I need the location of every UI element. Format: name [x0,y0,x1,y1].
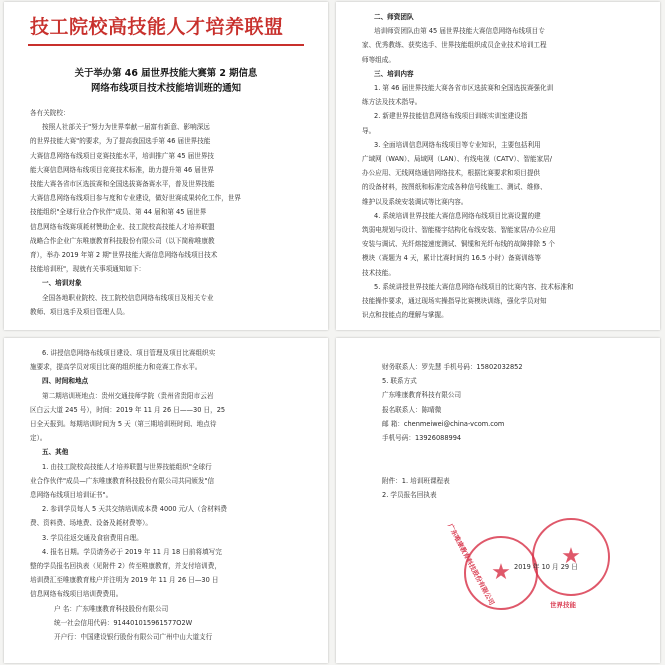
body-line: 培训师资团队由第 45 届世界技能大赛信息网络布线项目专 [374,27,545,36]
alliance-seal-subtext: 世界技能 [550,601,576,609]
body-line: 安装与调试、光纤熔接速度测试、铜缆和光纤布线的故障排除 5 个 [362,240,556,249]
section-1-heading: 一、培训对象 [42,279,82,288]
body-line: 战略合作企业广东唯康教育科技股份有限公司（以下简称唯康教 [30,236,215,245]
page-1-body [30,106,241,319]
body-line: 业合作伙伴"成员—广东唯康教育科技股份有限公司共同颁发"信 [30,476,215,485]
phone-line: 手机号码：13926088994 [382,434,462,443]
email-line: 邮 箱：chenmeiwei@china-vcom.com [382,419,505,428]
body-line: 师等组成。 [362,55,395,64]
finance-contact: 财务联系人：罗先慧 手机号码：15802032852 [382,363,523,371]
registration-contact: 报名联系人：陈晴微 [382,405,442,414]
notice-title-line-1: 关于举办第 46 届世界技能大赛第 2 期信息 [74,68,258,79]
body-line: 6. 讲授信息网络布线项目建设、项目管理及项目比赛组织实 [42,349,216,357]
body-line: 费、资料费、场地费、设备及耗材费等）。 [30,519,152,528]
section-2-heading: 二、师资团队 [374,13,414,21]
document-page-4 [336,338,660,663]
body-line: 技能组织"全球行业合作伙伴"成员、第 44 届和第 45 届世界 [30,208,207,217]
body-line: 4. 系统培训世界技能大赛信息网络布线项目比赛设置的建 [374,211,541,220]
body-line: 5. 系统讲授世界技能大赛信息网络布线项目的比赛内容、技术标准和 [374,282,574,291]
body-line: 维护以及系统安装调试等比赛内容。 [362,197,468,206]
org-banner: 技工院校高技能人才培养联盟 [30,16,284,38]
document-page-3 [4,338,328,663]
alliance-seal-stamp [532,518,610,596]
section-3-heading: 三、培训内容 [374,69,414,78]
body-line: 日全天报到。每期培训时间为 5 天（第三期培训班时间、地点待 [30,420,217,429]
body-line: 导。 [362,126,376,135]
body-line: 信息网络布线项目培训费费用。 [30,590,123,599]
page-3-body [30,346,227,644]
body-line: 信息网络布线赛项耗材赞助企业、技工院校高技能人才培养联盟 [30,222,215,231]
body-line: 第二期培训班地点：贵州交通技师学院（贵州省贵阳市云岩 [42,391,214,400]
body-line: 2. 参训学员每人 5 天共交纳培训成本费 4000 元/人（含材料费 [42,505,228,514]
document-page-1 [4,2,328,330]
body-line: 技能操作要求，通过现场实操指导比赛模块训练，强化学员对知 [362,297,547,306]
body-line: 办公应用、无线网络通信网络技术，根据比赛要求和项目提供 [362,169,541,178]
body-line: 1. 由技工院校高技能人才培养联盟与世界技能组织"全球行 [42,462,212,471]
blank-line [382,459,523,473]
body-line: 能大赛信息网络布线项目竞赛技术标准，助力提升第 46 届世界 [30,165,215,174]
page-4-body [382,360,523,502]
body-line: 整的学员报名回执表（见附件 2）传至唯康教育，并支付培训费， [30,562,221,571]
body-line: 练方法及技术指导。 [362,98,422,107]
body-line: 4. 报名日期。学员请务必于 2019 年 11 月 18 日前将填写完 [42,547,222,556]
body-line: 筑弱电规划与设计、智能楼宇结构化布线安装、智能家居/办公应用 [362,226,556,235]
company-name: 广东唯康教育科技有限公司 [382,391,462,400]
body-line: 模块（赛题为 4 天，累计比赛时间约 16.5 小时）备赛训练等 [362,254,541,263]
star-icon: ★ [561,544,581,569]
credit-code: 统一社会信用代码：914401015961577O2W [54,618,193,627]
body-line: 定）。 [30,434,47,443]
issue-date: 2019 年 10 月 29 日 [514,563,578,571]
contact-heading: 5. 联系方式 [382,377,417,386]
company-seal-text: 广东唯康教育科技股份有限公司 [446,522,496,607]
section-4-heading: 四、时间和地点 [42,377,89,386]
body-line: 培训费汇至唯康教育账户并注明为 2019 年 11 月 26 日—30 日 [30,576,219,585]
body-line: 息网络布线项目培训证书"。 [30,491,113,500]
body-line: 技术技能。 [362,268,395,277]
body-line: 家、优秀教练、获奖选手、世界技能组织成员企业技术培训工程 [362,41,547,50]
body-line: 的设备材料，按图纸和标准完成各种信号线施工、测试、维修、 [362,183,547,192]
body-line: 按照人社部关于"努力为世界奉献一届富有新意、影响深远 [42,123,210,132]
body-line: 施要求，提高学员对项目比赛的组织能力和竞赛工作水平。 [30,363,202,372]
body-line: 育），举办 2019 年第 2 期"世界技能大赛信息网络布线项目技术 [30,251,218,260]
body-line: 区白云大道 245 号），时间：2019 年 11 月 26 日——30 日，25 [30,405,226,414]
attachment-1: 附件：1. 培训班课程表 [382,476,450,485]
salutation: 各有关院校： [30,109,70,117]
body-line: 大赛信息网络布线项目竞赛技能水平，培训推广第 45 届世界技 [30,151,215,160]
body-line: 大赛信息网络布线项目参与度和专业建设，做好世赛成果转化工作，世界 [30,194,241,203]
document-page-2 [336,2,660,330]
account-name: 户 名：广东唯康教育科技股份有限公司 [54,604,169,613]
body-line: 3. 全面培训信息网络布线项目等专业知识，主要包括利用 [374,140,541,149]
body-line: 的世界技能大赛"的要求，为了提高我国选手第 46 届世界技能 [30,137,211,146]
body-line: 识点和技能点的理解与掌握。 [362,311,448,320]
star-icon: ★ [491,560,511,585]
notice-title [24,66,308,96]
body-line: 广域网（WAN）、局域网（LAN）、有线电视（CATV）、智能家居/ [362,155,552,164]
section-5-heading: 五、其他 [42,448,69,457]
body-line: 3. 学员往返交通及食宿费用自理。 [42,533,143,542]
page-2-body [362,10,574,322]
body-line: 技能大赛各省市区选拔赛和全国选拔赛备赛水平，普及世界技能 [30,180,215,189]
blank-line [382,445,523,459]
body-line: 教师、项目选手及项目管理人员。 [30,307,129,316]
attachment-2: 2. 学员报名回执表 [382,490,437,499]
notice-title-line-2: 网络布线项目技术技能培训班的通知 [90,83,241,94]
body-line: 技能培训班"，现就有关事项通知如下： [30,265,146,274]
bank-name: 开户行：中国建设银行股份有限公司广州中山大道支行 [54,633,213,642]
body-line: 2. 新建世界技能信息网络布线项目训练实训室建设指 [374,112,528,121]
body-line: 1. 第 46 届世界技能大赛各省市区选拔赛和全国选拔赛强化训 [374,84,554,93]
banner-divider [28,44,304,46]
body-line: 全国各地职业院校、技工院校信息网络布线项目及相关专业 [42,293,214,302]
